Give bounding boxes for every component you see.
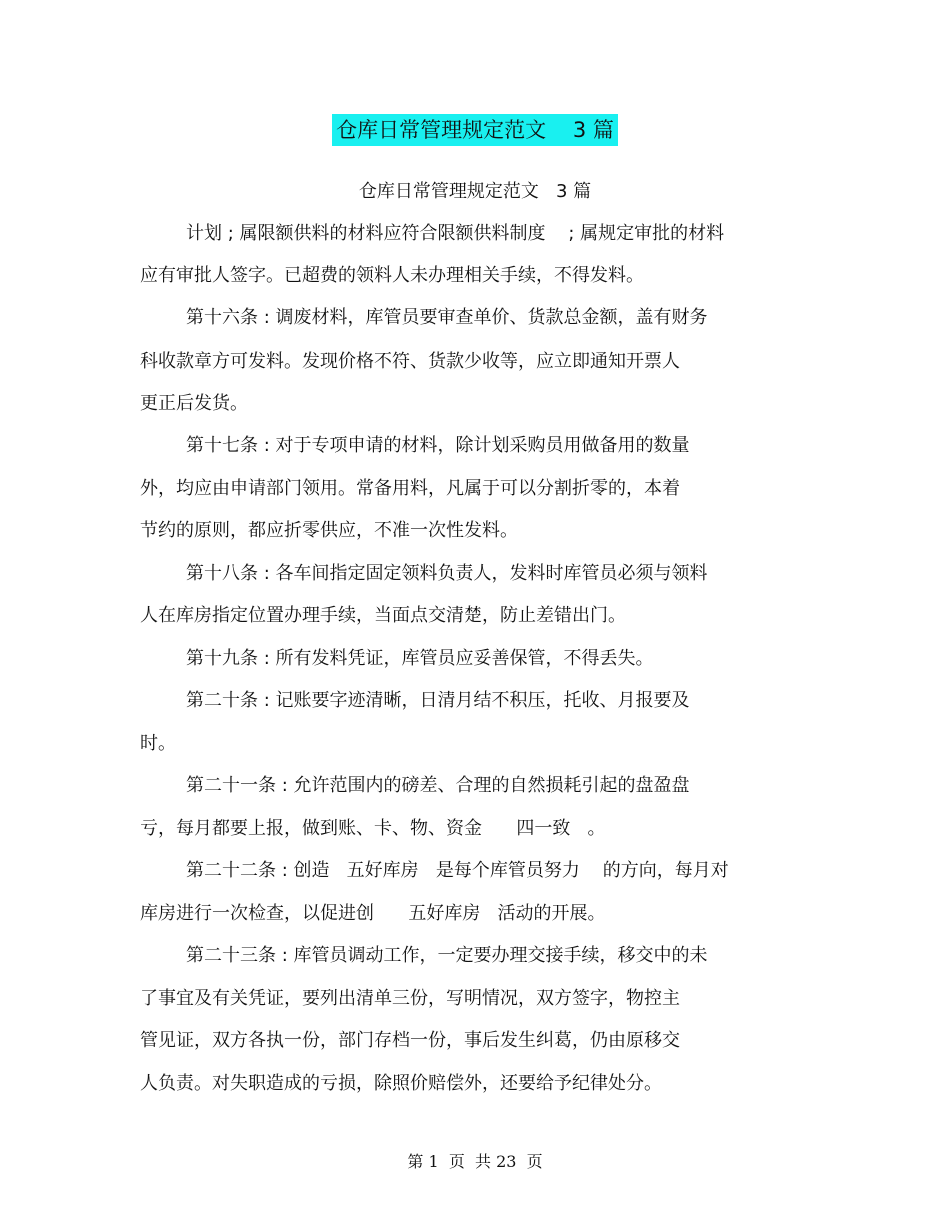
body-line: 第十六条 : 调废材料，库管员要审查单价、货款总金额，盖有财务 (186, 307, 708, 328)
body-line: 亏，每月都要上报，做到账、卡、物、资金 四一致 。 (140, 818, 606, 839)
body-line: 第二十二条 : 创造 五好库房 是每个库管员努力 的方向，每月对 (186, 860, 729, 881)
body-line: 库房进行一次检查，以促进创 五好库房 活动的开展。 (140, 903, 606, 924)
body-line: 第二十条 : 记账要字迹清晰，日清月结不积压，托收、月报要及 (186, 690, 690, 711)
body-line: 时。 (140, 733, 176, 754)
body-line: 人负责。对失职造成的亏损，除照价赔偿外，还要给予纪律处分。 (140, 1073, 662, 1094)
body-line: 第十七条 : 对于专项申请的材料，除计划采购员用做备用的数量 (186, 435, 690, 456)
body-line: 第二十一条 : 允许范围内的磅差、合理的自然损耗引起的盘盈盘 (186, 775, 690, 796)
body-line: 更正后发货。 (140, 393, 248, 414)
body-line: 外，均应由申请部门领用。常备用料，凡属于可以分割折零的，本着 (140, 478, 680, 499)
document-title: 仓库日常管理规定范文 3 篇 (332, 114, 618, 146)
body-line: 第十九条 : 所有发料凭证，库管员应妥善保管，不得丢失。 (186, 648, 654, 669)
body-line: 应有审批人签字。已超费的领料人未办理相关手续，不得发料。 (140, 265, 644, 286)
body-line: 科收款章方可发料。发现价格不符、货款少收等，应立即通知开票人 (140, 351, 680, 372)
body-line: 第二十三条 : 库管员调动工作，一定要办理交接手续，移交中的未 (186, 945, 708, 966)
body-line: 计划 ; 属限额供料的材料应符合限额供料制度 ; 属规定审批的材料 (186, 223, 725, 244)
document-subtitle: 仓库日常管理规定范文 3 篇 (358, 181, 592, 202)
title-container (0, 114, 950, 146)
body-line: 第十八条 : 各车间指定固定领料负责人，发料时库管员必须与领料 (186, 563, 708, 584)
body-line: 了事宜及有关凭证，要列出清单三份，写明情况，双方签字，物控主 (140, 988, 680, 1009)
body-line: 管见证，双方各执一份，部门存档一份，事后发生纠葛，仍由原移交 (140, 1030, 680, 1051)
body-line: 人在库房指定位置办理手续，当面点交清楚，防止差错出门。 (140, 605, 626, 626)
page-number-footer: 第 1 页 共 23 页 (407, 1152, 543, 1171)
body-line: 节约的原则，都应折零供应，不准一次性发料。 (140, 520, 518, 541)
